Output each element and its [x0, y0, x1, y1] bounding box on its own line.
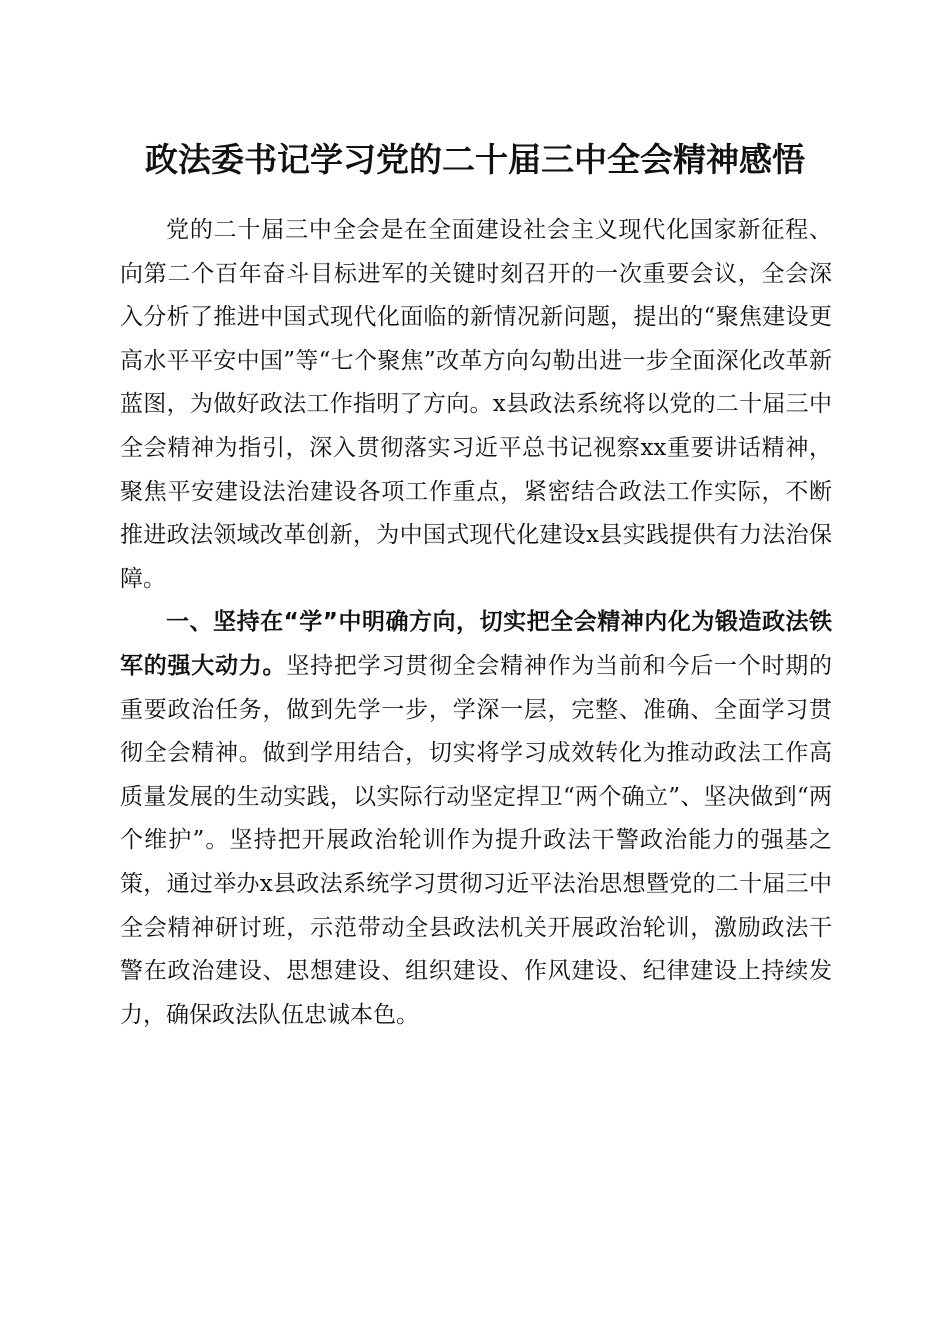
section-one-heading: 一、坚持在“学”中明确方向，切实把全会精神内化为锻造政法铁军的强大动力。	[120, 609, 832, 679]
section-one-text: 坚持把学习贯彻全会精神作为当前和今后一个时期的重要政治任务，做到先学一步，学深一层，完整、准确、全面学习贯彻全会精神。做到学用结合，切实将学习成效转化为推动政法工作高质量发展的生动实践，以实际行动坚定捍卫“两个确立”、坚决做到“两个维护”。坚持把开展政治轮训作为提升政法干警政治能力的强基之策，通过举办x县政法系统学习贯彻习近平法治思想暨党的二十届三中全会精神研讨班，示范带动全县政法机关开展政治轮训，激励政法干警在政治建设、思想建设、组织建设、作风建设、纪律建设上持续发力，确保政法队伍忠诚本色。	[120, 652, 833, 1028]
document-title: 政法委书记学习党的二十届三中全会精神感悟	[145, 140, 805, 179]
intro-paragraph: 党的二十届三中全会是在全面建设社会主义现代化国家新征程、向第二个百年奋斗目标进军的关键时刻召开的一次重要会议，全会深入分析了推进中国式现代化面临的新情况新问题，提出的“聚焦建设更高水平平安中国”等“七个聚焦”改革方向勾勒出进一步全面深化改革新蓝图，为做好政法工作指明了方向。x县政法系统将以党的二十届三中全会精神为指引，深入贯彻落实习近平总书记视察xx重要讲话精神，聚焦平安建设法治建设各项工作重点，紧密结合政法工作实际，不断推进政法领域改革创新，为中国式现代化建设x县实践提供有力法治保障。	[120, 217, 832, 592]
document-body	[120, 209, 832, 1037]
section-one-paragraph	[120, 601, 832, 1037]
